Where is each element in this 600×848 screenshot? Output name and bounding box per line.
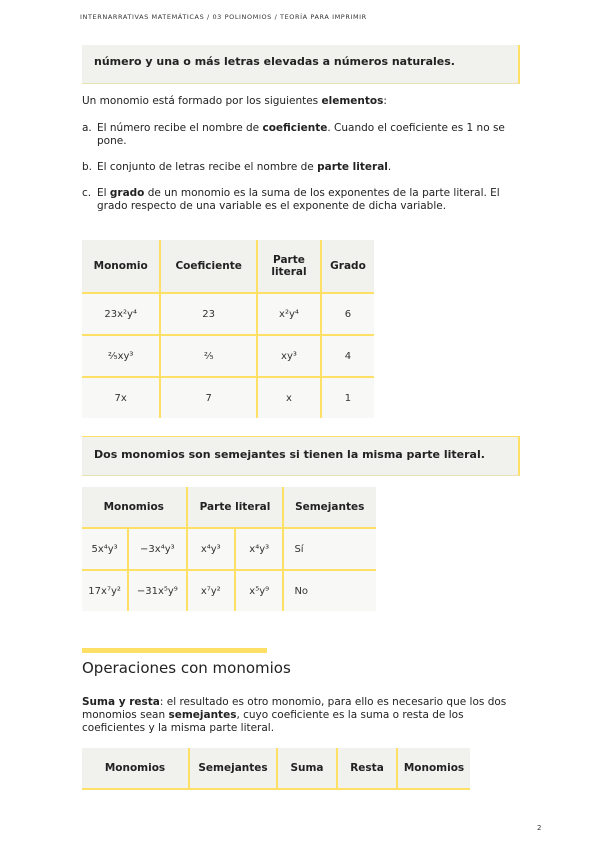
sum-subtract-text: : el resultado es otro monomio, para ello es necesario que los dos monomios sean	[82, 696, 507, 721]
table-cell: x⁴y³	[187, 528, 235, 570]
table-row	[82, 570, 376, 611]
table-header-cell: Grado	[321, 240, 374, 293]
table-header-cell: Semejantes	[283, 487, 376, 528]
table-row	[82, 377, 374, 418]
table-cell: 23	[160, 293, 257, 335]
table-cell: x	[257, 377, 321, 418]
sum-subtract-paragraph	[82, 696, 522, 735]
table-row	[82, 528, 376, 570]
list-item-bold: grado	[109, 187, 145, 199]
table-cell: 17x⁷y²	[82, 570, 128, 611]
list-item-post: .	[387, 161, 392, 173]
section-accent-bar	[82, 648, 267, 653]
definition-text: número y una o más letras elevadas a números naturales.	[94, 55, 455, 68]
similar-monomials-box	[82, 436, 520, 476]
monomial-elements-table	[82, 240, 374, 418]
table-header-cell: Monomio	[82, 240, 160, 293]
list-item-post: de un monomio es la suma de los exponentes de la parte literal. El grado respecto de una variable es el exponente de dicha variable.	[97, 187, 500, 212]
sum-subtract-text-end: , cuyo coeficiente es la suma o resta de los coeficientes y la misma parte literal.	[82, 709, 464, 734]
running-header: INTERNARRATIVAS MATEMÁTICAS / 03 POLINOMIOS / TEORÍA PARA IMPRIMIR	[80, 13, 367, 21]
table-cell: 7	[160, 377, 257, 418]
table-cell: x⁴y³	[235, 528, 283, 570]
table-cell: Sí	[283, 528, 376, 570]
list-item-pre: El	[97, 187, 110, 199]
list-item-text	[97, 187, 512, 213]
operations-table	[82, 748, 470, 790]
table-header-cell: Monomios	[397, 748, 470, 789]
list-marker: a.	[82, 122, 92, 134]
table-cell: x²y⁴	[257, 293, 321, 335]
table-header-cell: Coeficiente	[160, 240, 257, 293]
table-cell: 4	[321, 335, 374, 377]
table-row	[82, 293, 374, 335]
table-cell: 23x²y⁴	[82, 293, 160, 335]
table-header-cell: Semejantes	[189, 748, 277, 789]
intro-end: :	[383, 95, 387, 107]
definition-box	[82, 45, 520, 84]
list-item-post: . Cuando el coeficiente es 1 no se pone.	[97, 122, 505, 147]
list-item-bold: coeficiente	[262, 122, 328, 134]
table-header-row	[82, 240, 374, 293]
table-cell: xy³	[257, 335, 321, 377]
sum-subtract-term: Suma y resta	[82, 696, 160, 708]
table-header-cell: Parte literal	[257, 240, 321, 293]
page-number: 2	[537, 824, 542, 832]
elements-list	[82, 122, 522, 222]
similar-monomials-text: Dos monomios son semejantes si tienen la misma parte literal.	[94, 448, 485, 461]
table-cell: No	[283, 570, 376, 611]
table-cell: −31x⁵y⁹	[128, 570, 186, 611]
table-header-row	[82, 487, 376, 528]
similar-monomials-table	[82, 487, 376, 611]
table-cell: x⁵y⁹	[235, 570, 283, 611]
intro-text: Un monomio está formado por los siguientes	[82, 95, 322, 107]
list-item-bold: parte literal	[317, 161, 388, 173]
similar-term: semejantes	[168, 709, 237, 721]
section-title: Operaciones con monomios	[82, 659, 291, 677]
table-cell: −3x⁴y³	[128, 528, 186, 570]
intro-paragraph	[82, 95, 387, 108]
table-cell: 7x	[82, 377, 160, 418]
table-header-cell: Monomios	[82, 748, 189, 789]
list-item-text	[97, 161, 512, 174]
list-item-pre: El conjunto de letras recibe el nombre de	[97, 161, 318, 173]
table-header-row	[82, 748, 470, 789]
table-header-cell: Monomios	[82, 487, 187, 528]
table-header-cell: Suma	[277, 748, 337, 789]
table-header-cell: Parte literal	[187, 487, 284, 528]
table-header-cell: Resta	[337, 748, 397, 789]
list-item-text	[97, 122, 512, 148]
table-row	[82, 335, 374, 377]
table-cell: 6	[321, 293, 374, 335]
table-cell: 5x⁴y³	[82, 528, 128, 570]
list-item-pre: El número recibe el nombre de	[97, 122, 263, 134]
list-marker: c.	[82, 187, 92, 199]
table-cell: ⅖	[160, 335, 257, 377]
table-cell: ⅖xy³	[82, 335, 160, 377]
list-marker: b.	[82, 161, 93, 173]
table-cell: 1	[321, 377, 374, 418]
table-cell: x⁷y²	[187, 570, 235, 611]
intro-bold: elementos	[321, 95, 384, 107]
